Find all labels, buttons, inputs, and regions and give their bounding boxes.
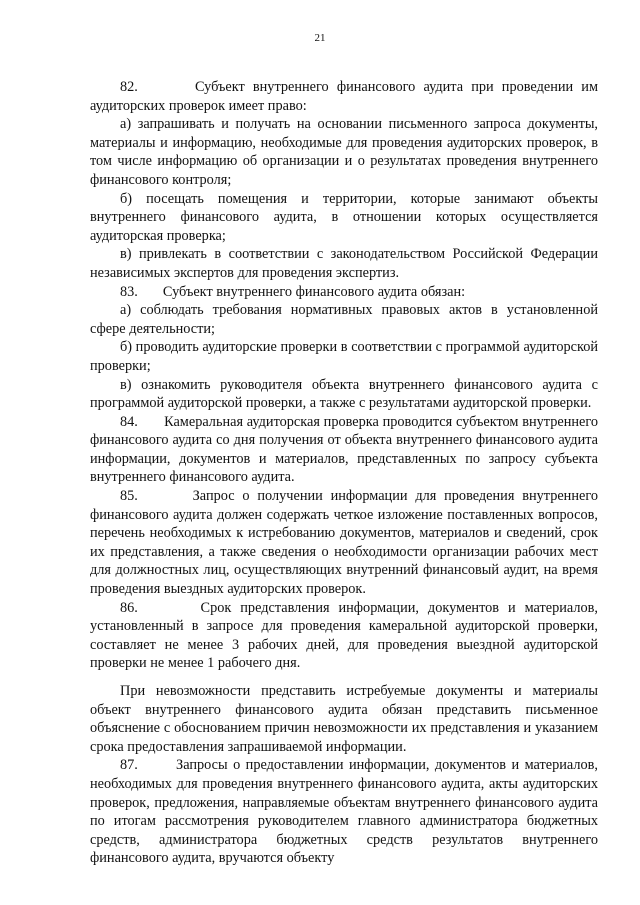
paragraph-86: 86. Срок представления информации, документов и материалов, установленный в запросе для проведения камеральной аудиторской проверки, составляет не менее 3 рабочих дней, для проведения выездной аудиторской проверки не менее 1 рабочего дня. — [90, 599, 598, 672]
paragraph-82b: б) посещать помещения и территории, которые занимают объекты внутреннего финансового аудита, в отношении которых осуществляется аудиторская проверка; — [90, 190, 598, 244]
paragraph-83: 83. Субъект внутреннего финансового аудита обязан: — [120, 283, 466, 300]
paragraph-83a: а) соблюдать требования нормативных правовых актов в установленной сфере деятельности; — [90, 302, 598, 337]
paragraph-85: 85. Запрос о получении информации для проведения внутреннего финансового аудита должен содержать четкое изложение поставленных вопросов, перечень необходимых к истребованию документов, материалов и сведений, срок их представления, а также сведения о необходимости организации рабочих мест для должностных лиц, осуществляющих внутренний финансовый аудит, на время проведения выездных аудиторских проверок. — [90, 488, 598, 598]
page-number: 21 — [314, 32, 326, 44]
paragraph-87: 87. Запросы о предоставлении информации, документов и материалов, необходимых для проведения внутреннего финансового аудита, акты аудиторских проверок, предложения, направляемые объектам внутреннего финансового аудита по итогам рассмотрения руководителем главного администратора бюджетных средств, администратора бюджетных средств результатов внутреннего финансового аудита, вручаются объекту — [90, 757, 598, 867]
paragraph-82a: а) запрашивать и получать на основании письменного запроса документы, материалы и информацию, необходимые для проведения аудиторских проверок, в том числе информацию об организации и о результатах проведения внутреннего финансового контроля; — [90, 116, 598, 188]
paragraph-84: 84. Камеральная аудиторская проверка проводится субъектом внутреннего финансового аудита со дня получения от объекта внутреннего финансового аудита информации, документов и материалов, представленных по запросу субъекта внутреннего финансового аудита. — [90, 413, 598, 486]
paragraph-86-continued: При невозможности представить истребуемые документы и материалы объект внутреннего финансового аудита обязан представить письменное объяснение с обоснованием причин невозможности их представления и указанием срока предоставления запрашиваемой информации. — [90, 683, 598, 755]
paragraph-83b: б) проводить аудиторские проверки в соответствии с программой аудиторской проверки; — [90, 339, 598, 374]
paragraph-82: 82. Субъект внутреннего финансового аудита при проведении им аудиторских проверок имеет право: — [90, 79, 598, 114]
paragraph-83v: в) ознакомить руководителя объекта внутреннего финансового аудита с программой аудиторской проверки, а также с результатами аудиторской проверки. — [90, 376, 598, 412]
paragraph-82v: в) привлекать в соответствии с законодательством Российской Федерации независимых экспертов для проведения экспертиз. — [90, 246, 598, 281]
document-body — [90, 78, 598, 868]
